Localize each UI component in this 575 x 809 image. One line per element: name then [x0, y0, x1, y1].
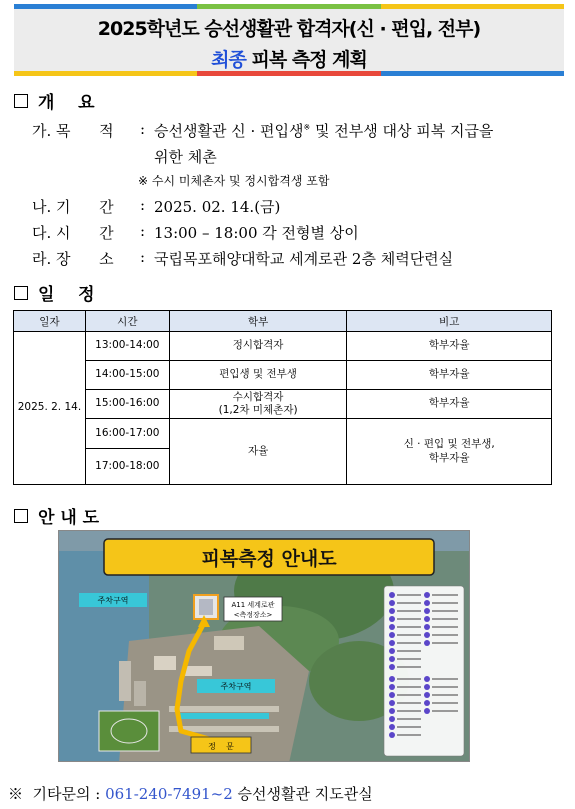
- title-line-2: [14, 45, 564, 72]
- section-guide-heading: [14, 503, 99, 528]
- footer-suffix: 승선생활관 지도관실: [232, 785, 373, 803]
- dept-cell-merged: 자율: [169, 419, 347, 485]
- time-cell: 17:00-18:00: [85, 449, 169, 485]
- col-header-time: 시간: [85, 311, 169, 332]
- purpose-row: 가. 목 적 : 승선생활관 신 · 편입생※ 및 전부생 대상 피복 지급을: [32, 120, 494, 140]
- time-cell: 13:00-14:00: [85, 332, 169, 361]
- title-bottom-rule: [14, 71, 564, 76]
- checkbox-square-icon: [14, 94, 28, 108]
- time-value: 13:00 – 18:00 각 전형별 상이: [154, 224, 359, 242]
- purpose-note: ※ 수시 미체촌자 및 정시합격생 포함: [138, 174, 330, 188]
- title-line-1: 2025학년도 승선생활관 합격자(신 · 편입, 전부): [97, 18, 481, 40]
- section-overview-heading: [14, 88, 95, 113]
- time-label: 다. 시 간: [32, 224, 114, 242]
- map-title: 피복측정 안내도: [201, 548, 337, 570]
- table-row: [14, 332, 552, 361]
- schedule-heading-text: 일 정: [38, 285, 95, 305]
- time-row: 다. 시 간 : 13:00 – 18:00 각 전형별 상이: [32, 222, 359, 242]
- campus-map-image: [59, 531, 470, 762]
- note-cell: 학부자율: [347, 332, 552, 361]
- note-cell-merged: 신 · 편입 및 전부생, 학부자율: [347, 419, 552, 485]
- time-cell: 14:00-15:00: [85, 361, 169, 390]
- parking-label-1: 주차구역: [97, 596, 129, 605]
- contact-footer: [8, 783, 373, 804]
- col-header-note: 비고: [347, 311, 552, 332]
- dept-cell: 정시합격자: [169, 332, 347, 361]
- title-accent: 최종: [211, 49, 246, 71]
- gate-label: 정 문: [208, 742, 234, 751]
- purpose-row-cont: [154, 146, 217, 167]
- footnote-mark: ※: [303, 123, 311, 132]
- title-banner: [14, 4, 564, 76]
- period-label: 나. 기 간: [32, 198, 114, 216]
- purpose-text-cont: 위한 체촌: [154, 148, 217, 166]
- col-header-date: 일자: [14, 311, 86, 332]
- section-schedule-heading: [14, 280, 95, 305]
- guide-heading-text: 안 내 도: [38, 508, 100, 528]
- overview-heading-text: 개 요: [38, 93, 95, 113]
- checkbox-square-icon: [14, 509, 28, 523]
- time-cell: 15:00-16:00: [85, 390, 169, 419]
- place-value: 국립목포해양대학교 세계로관 2층 체력단련실: [154, 250, 454, 268]
- dept-cell: 수시합격자 (1,2차 미체촌자): [169, 390, 347, 419]
- campus-map: [58, 530, 470, 762]
- parking-label-2: 주차구역: [220, 682, 252, 691]
- period-value: 2025. 02. 14.(금): [154, 198, 281, 216]
- building-label-line1: A11 세계로관: [231, 601, 275, 609]
- title-rest: 피복 측정 계획: [245, 49, 367, 71]
- table-row: [14, 390, 552, 419]
- table-row: [14, 361, 552, 390]
- note-cell: 학부자율: [347, 361, 552, 390]
- table-row: [14, 419, 552, 449]
- col-header-dept: 학부: [169, 311, 347, 332]
- title-top-rule: [14, 4, 564, 9]
- footer-prefix: ※ 기타문의 :: [8, 785, 106, 803]
- place-row: 라. 장 소 : 국립목포해양대학교 세계로관 2층 체력단련실: [32, 248, 454, 268]
- purpose-label: 가. 목 적: [32, 122, 114, 140]
- table-header-row: [14, 311, 552, 332]
- contact-phone[interactable]: 061-240-7491~2: [105, 785, 233, 803]
- place-label: 라. 장 소: [32, 250, 114, 268]
- checkbox-square-icon: [14, 286, 28, 300]
- schedule-table: [13, 310, 552, 485]
- dept-cell: 편입생 및 전부생: [169, 361, 347, 390]
- purpose-text: 승선생활관 신 · 편입생※ 및 전부생 대상 피복 지급을: [154, 122, 494, 140]
- note-cell: 학부자율: [347, 390, 552, 419]
- date-cell: 2025. 2. 14.: [14, 332, 86, 485]
- period-row: 나. 기 간 : 2025. 02. 14.(금): [32, 196, 281, 216]
- building-label-line2: <측정장소>: [233, 611, 273, 619]
- time-cell: 16:00-17:00: [85, 419, 169, 449]
